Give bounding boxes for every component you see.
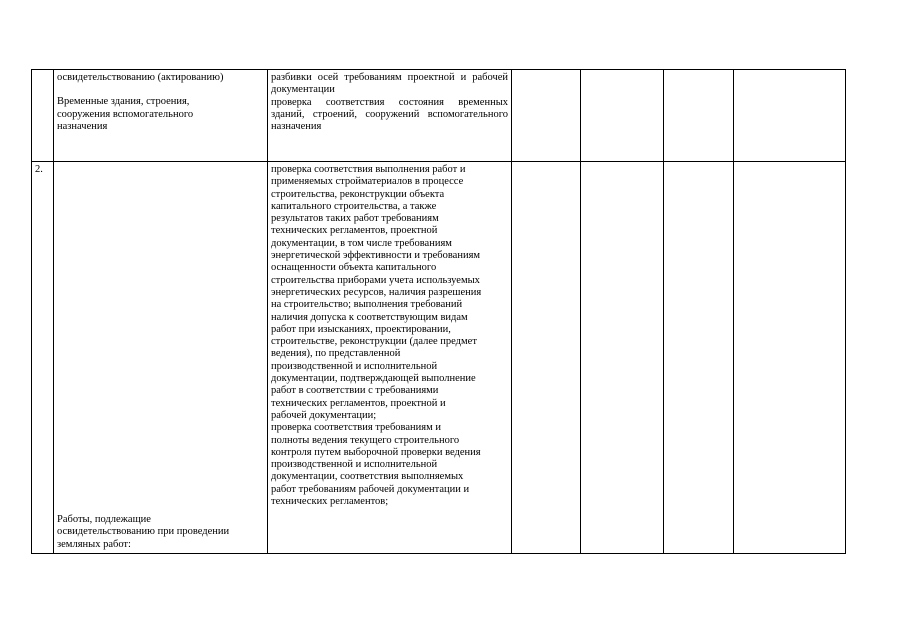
work-name-line: освидетельствованию при проведении [57, 526, 230, 538]
work-name-line: Временные здания, строения, [57, 96, 190, 108]
requirement-text: проверка соответствия состояния временных зданий, строений, сооружений вспомогательного назначения [271, 96, 508, 133]
row-number-cell [32, 70, 54, 162]
requirements-cell [268, 162, 512, 554]
empty-cell [512, 70, 581, 162]
empty-cell [734, 70, 846, 162]
table-row [32, 70, 846, 162]
row-number-cell: 2. [32, 162, 54, 554]
work-name-line: земляных работ: [57, 538, 131, 550]
empty-cell [664, 70, 734, 162]
empty-cell [664, 162, 734, 554]
empty-cell [581, 70, 664, 162]
table-row [32, 162, 846, 554]
work-name-line: Работы, подлежащие [57, 514, 151, 526]
work-name-line: назначения [57, 120, 108, 132]
empty-cell [512, 162, 581, 554]
spacer [57, 84, 264, 96]
requirements-cell [268, 70, 512, 162]
empty-cell [734, 162, 846, 554]
work-name-block [57, 164, 264, 551]
work-name-line: сооружения вспомогательного [57, 108, 194, 120]
work-name-cell [54, 162, 268, 554]
requirement-text: разбивки осей требованиям проектной и рабочей документации [271, 72, 508, 96]
empty-cell [581, 162, 664, 554]
work-name-cell [54, 70, 268, 162]
inspection-table [31, 69, 846, 554]
work-name-line: освидетельствованию (актированию) [57, 72, 224, 83]
requirement-text: проверка соответствия выполнения работ и применяемых стройматериалов в процессе строительства, реконструкции объекта капитального строительства, а также результатов таких работ требованиям технических регламентов, проектной документации, в том числе требованиям энергетической эффективности и требованиям оснащенности объекта капитального строительства приборами учета используемых энергетических ресурсов, наличия разрешения на строительство; выполнения требований наличия допуска к соответствующим видам работ при изысканиях, проектировании, строительстве, реконструкции (далее предмет ведения), по представленной производственной и исполнительной документации, подтверждающей выполнение работ в соответствии с требованиями технических регламентов, проектной и рабочей документации; [271, 164, 482, 421]
requirement-text: проверка соответствия требованиям и полноты ведения текущего строительного контроля путем выборочной проверки ведения производственной и исполнительной документации, соответствия выполняемых работ требованиям рабочей документации и технических регламентов; [271, 422, 481, 508]
